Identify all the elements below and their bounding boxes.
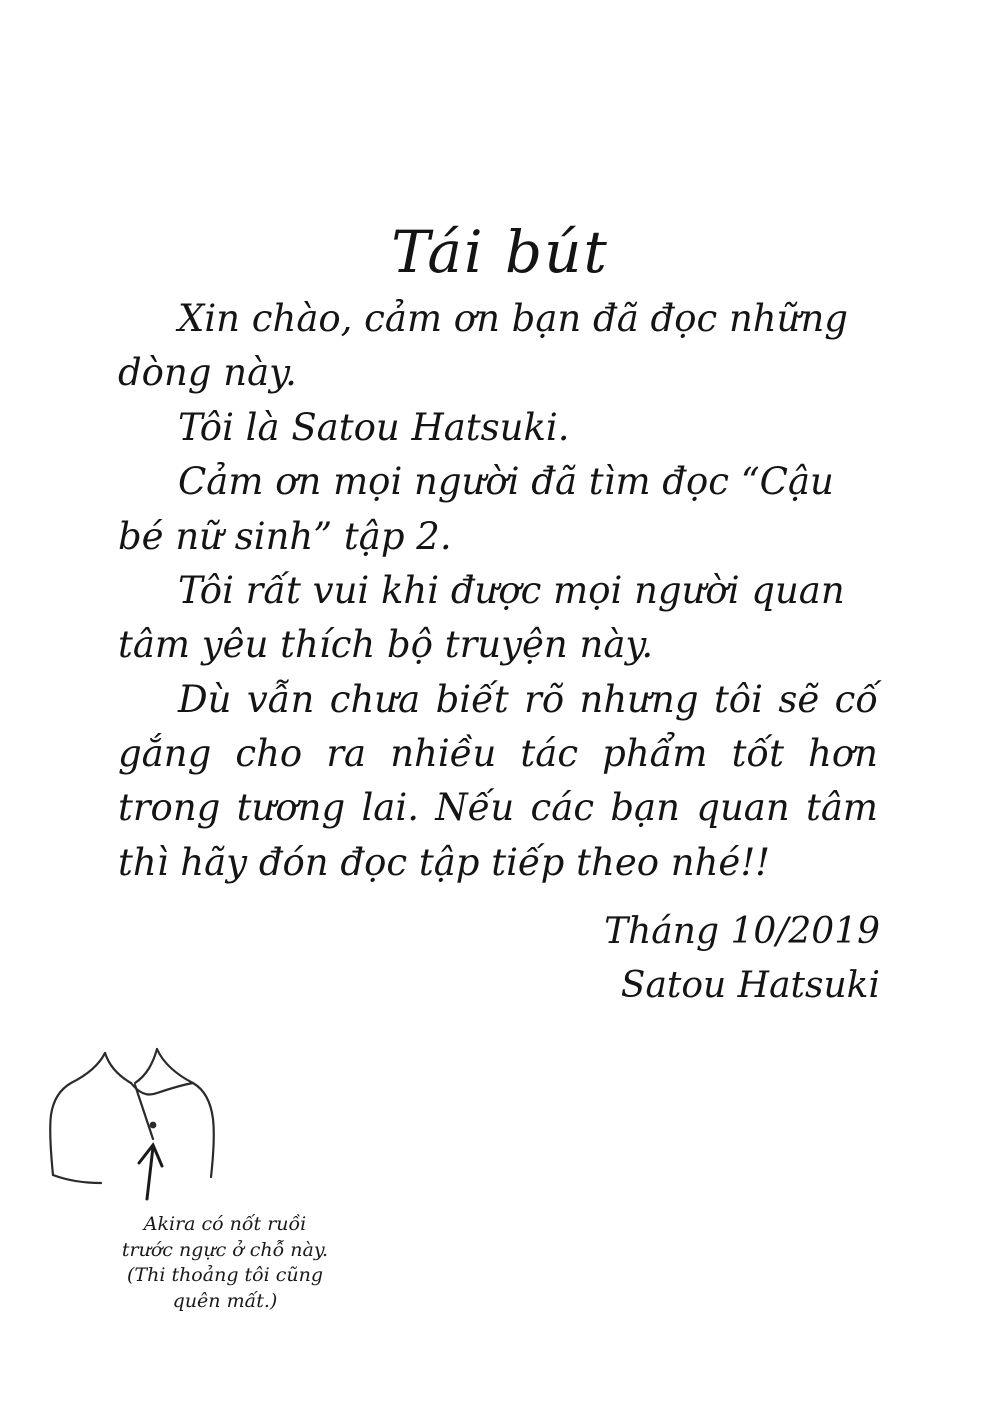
caption-line: quên mất.) [172, 1289, 278, 1312]
afterword-body [118, 292, 878, 890]
paragraph: Cảm ơn mọi người đã tìm đọc “Cậu bé nữ sinh” tập 2. [118, 460, 834, 558]
signature-block [0, 905, 880, 1013]
caption-line: Akira có nốt ruồi [143, 1213, 307, 1235]
caption-line: trước ngực ở chỗ này. [121, 1238, 329, 1261]
torso-sketch-icon [35, 1035, 295, 1235]
paragraph: Dù vẫn chưa biết rõ nhưng tôi sẽ cố gắng cho ra nhiều tác phẩm tốt hơn trong tương lai. Nếu các bạn quan tâm thì hãy đón đọc tập tiếp theo nhé!! [118, 677, 878, 884]
signature-name: Satou Hatsuki [620, 965, 880, 1006]
paragraph: Tôi rất vui khi được mọi người quan tâm yêu thích bộ truyện này. [118, 568, 845, 667]
caption-line: (Thi thoảng tôi cũng [127, 1264, 323, 1287]
page-title: Tái bút [391, 218, 609, 286]
paragraph: Tôi là Satou Hatsuki. [178, 405, 570, 449]
paragraph: Xin chào, cảm ơn bạn đã đọc những dòng này. [118, 297, 848, 395]
sketch-caption [75, 1212, 375, 1315]
signature-date: Tháng 10/2019 [604, 911, 880, 952]
